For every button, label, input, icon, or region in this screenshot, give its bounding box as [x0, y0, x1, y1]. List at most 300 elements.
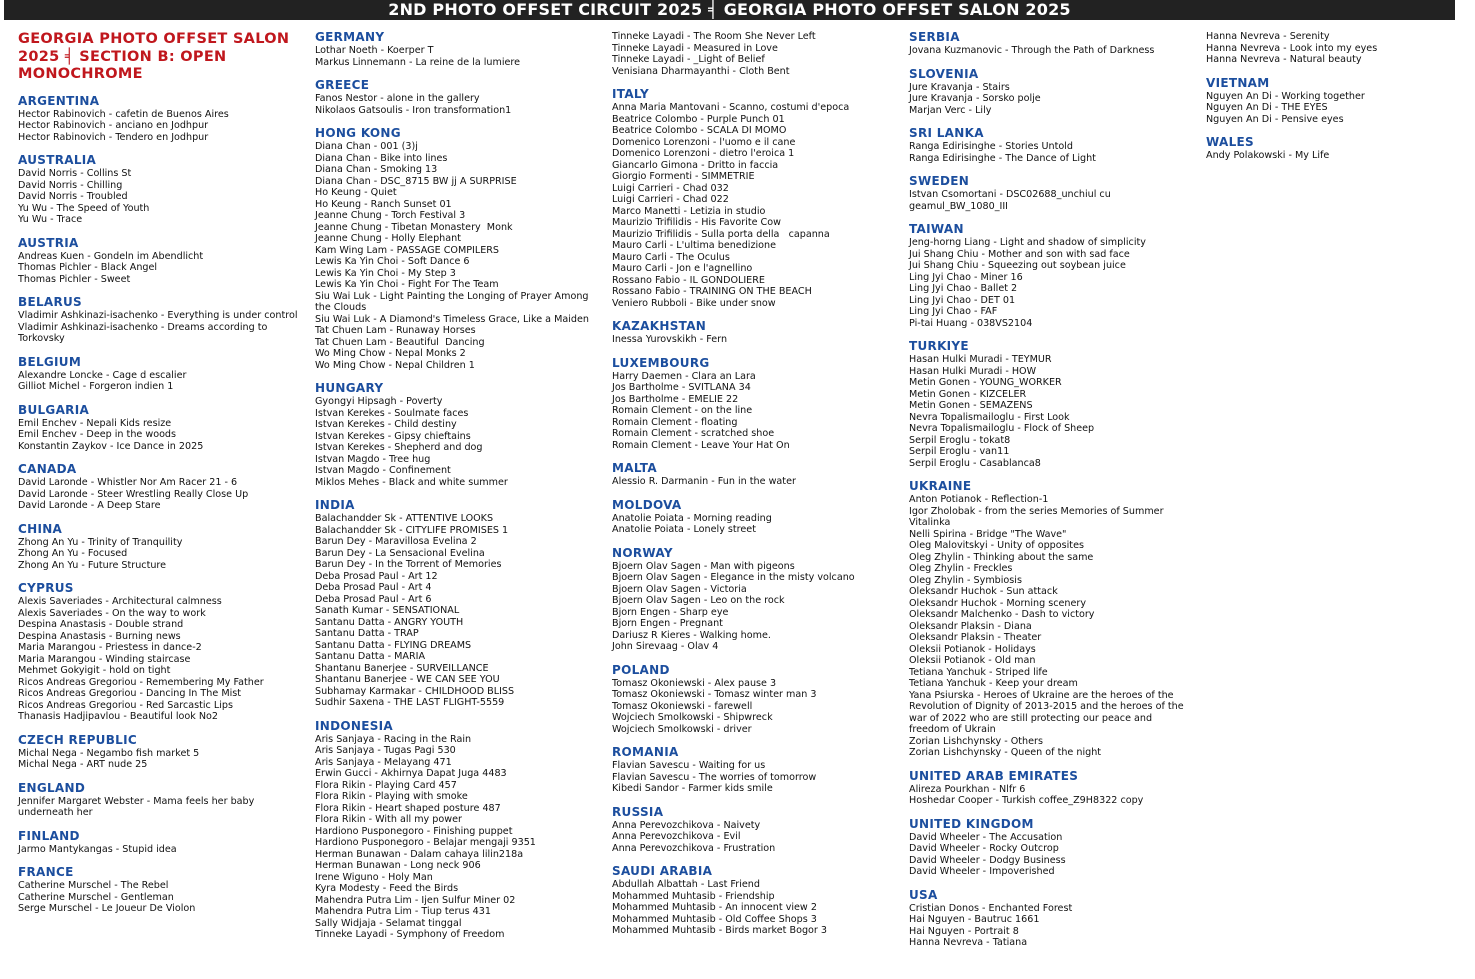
country-section	[315, 79, 600, 116]
entry-item: Barun Dey - In the Torrent of Memories	[315, 559, 502, 570]
entry-item: Serpil Eroglu - tokat8	[909, 434, 1011, 446]
entry-item: Alexis Saveriades - Architectural calmness	[18, 596, 222, 607]
country-heading: SWEDEN	[909, 174, 970, 188]
country-section	[909, 127, 1194, 164]
entry-item: Domenico Lorenzoni - dietro l'eroica 1	[612, 148, 795, 159]
entry-item: Gilliot Michel - Forgeron indien 1	[18, 381, 174, 392]
country-section	[909, 31, 1194, 57]
entry-item: Jos Bartholme - EMELIE 22	[612, 393, 739, 405]
entry-item: Tinneke Layadi - The Room She Never Left	[612, 31, 816, 42]
entry-item: Markus Linnemann - La reine de la lumiere	[315, 56, 521, 68]
entry-item: Vladimir Ashkinazi-isachenko - Everything is under control	[18, 310, 298, 321]
country-section	[18, 782, 303, 819]
entry-item: Oleg Malovitskyi - Unity of opposites	[909, 540, 1084, 551]
entry-item: Despina Anastasis - Burning news	[18, 630, 181, 642]
entry-item: Ho Keung - Ranch Sunset 01	[315, 198, 452, 210]
entry-item: Gyongyi Hipsagh - Poverty	[315, 396, 443, 407]
entry-item: Siu Wai Luk - A Diamond's Timeless Grace, Like a Maiden	[315, 313, 589, 325]
entry-item: Hasan Hulki Muradi - TEYMUR	[909, 354, 1052, 365]
entry-item: Giancarlo Gimona - Dritto in faccia	[612, 159, 779, 171]
entry-item: Jennifer Margaret Webster - Mama feels her baby underneath her	[18, 795, 258, 818]
entry-item: David Wheeler - Rocky Outcrop	[909, 843, 1059, 854]
entry-item: Jui Shang Chiu - Squeezing out soybean juice	[909, 260, 1126, 271]
entry-item: Serge Murschel - Le Joueur De Violon	[18, 903, 196, 914]
country-heading: BELGIUM	[18, 354, 82, 369]
entry-item: Metin Gonen - YOUNG_WORKER	[909, 377, 1062, 388]
entry-item: Emil Enchev - Nepali Kids resize	[18, 417, 172, 429]
column-1	[18, 31, 303, 926]
entry-item: Ling Jyi Chao - FAF	[909, 306, 998, 317]
entry-item: Bjoern Olav Sagen - Victoria	[612, 583, 747, 595]
entry-item: Herman Bunawan - Long neck 906	[315, 860, 481, 871]
entry-item: Beatrice Colombo - Purple Punch 01	[612, 113, 785, 125]
entry-item: Hanna Nevreva - Natural beauty	[1206, 54, 1362, 65]
entry-item: Bjoern Olav Sagen - Man with pigeons	[612, 560, 795, 572]
entry-item: Giorgio Formenti - SIMMETRIE	[612, 171, 755, 182]
country-heading: BELARUS	[18, 295, 83, 309]
country-section	[1206, 31, 1456, 66]
entry-item: Anatolie Poiata - Morning reading	[612, 512, 772, 524]
entry-item: Hai Nguyen - Bautruc 1661	[909, 914, 1040, 925]
entry-item: Jure Kravanja - Sorsko polje	[909, 93, 1041, 104]
entry-item: Diana Chan - Smoking 13	[315, 164, 438, 175]
country-section	[909, 818, 1194, 878]
entry-item: Ricos Andreas Gregoriou - Red Sarcastic Lips	[18, 699, 233, 711]
entry-item: Ranga Edirisinghe - Stories Untold	[909, 141, 1074, 152]
entry-item: Fanos Nestor - alone in the gallery	[315, 93, 480, 104]
country-section	[612, 865, 897, 937]
country-section	[18, 404, 303, 453]
entry-item: Flora Rikin - With all my power	[315, 814, 462, 825]
country-section	[909, 889, 1194, 949]
entry-item: Jarmo Mantykangas - Stupid idea	[18, 843, 177, 855]
entry-item: Alexandre Loncke - Cage d escalier	[18, 369, 187, 381]
country-section	[612, 88, 897, 309]
country-heading: KAZAKHSTAN	[612, 319, 707, 333]
entry-item: David Laronde - Steer Wrestling Really Close Up	[18, 488, 249, 500]
entry-item: Serpil Eroglu - Casablanca8	[909, 457, 1041, 469]
entry-item: Nevra Topalismailoglu - First Look	[909, 411, 1070, 423]
entry-item: Hardiono Pusponegoro - Finishing puppet	[315, 825, 513, 837]
country-section	[909, 480, 1194, 759]
entry-item: Barun Dey - La Sensacional Evelina	[315, 547, 485, 559]
entry-item: Hardiono Pusponegoro - Belajar mengaji 9351	[315, 837, 536, 848]
country-section	[18, 734, 303, 771]
entry-item: Beatrice Colombo - SCALA DI MOMO	[612, 125, 787, 136]
entry-item: Flavian Savescu - Waiting for us	[612, 760, 766, 771]
entry-item: Flora Rikin - Playing with smoke	[315, 791, 468, 802]
entry-item: Luigi Carrieri - Chad 032	[612, 182, 729, 194]
entry-item: Abdullah Albattah - Last Friend	[612, 879, 760, 890]
entry-item: Istvan Csomortani - DSC02688_unchiul cu geamul_BW_1080_III	[909, 189, 1114, 212]
entry-item: Deba Prosad Paul - Art 12	[315, 570, 438, 582]
entry-item: Tomasz Okoniewski - farewell	[612, 700, 753, 712]
entry-item: Zhong An Yu - Focused	[18, 548, 128, 559]
entry-item: Domenico Lorenzoni - l'uomo e il cane	[612, 136, 796, 148]
country-heading: SLOVENIA	[909, 66, 979, 81]
entry-item: Irene Wiguno - Holy Man	[315, 871, 433, 883]
entry-item: Mauro Carli - L'ultima benedizione	[612, 240, 777, 251]
entry-item: Oleksandr Malchenko - Dash to victory	[909, 609, 1095, 620]
entry-item: David Wheeler - The Accusation	[909, 831, 1063, 843]
entry-item: Oleksandr Huchok - Morning scenery	[909, 597, 1087, 609]
entry-item: Mauro Carli - The Oculus	[612, 251, 730, 263]
entry-item: Santanu Datta - FLYING DREAMS	[315, 639, 472, 651]
entry-item: Mohammed Muhtasib - Birds market Bogor 3	[612, 925, 827, 936]
entry-item: Lewis Ka Yin Choi - My Step 3	[315, 267, 456, 279]
page-banner: 2ND PHOTO OFFSET CIRCUIT 2025 ╡ GEORGIA PHOTO OFFSET SALON 2025	[4, 0, 1455, 20]
country-heading: POLAND	[612, 662, 670, 677]
entry-item: David Norris - Troubled	[18, 191, 128, 202]
entry-item: Metin Gonen - SEMAZENS	[909, 400, 1033, 411]
country-heading: CZECH REPUBLIC	[18, 732, 137, 747]
entry-item: Mauro Carli - Jon e l'agnellino	[612, 263, 753, 274]
entry-item: Jui Shang Chiu - Mother and son with sad face	[909, 248, 1130, 260]
entry-item: Flora Rikin - Playing Card 457	[315, 779, 457, 791]
entry-item: Tetiana Yanchuk - Striped life	[909, 666, 1048, 678]
entry-item: Anna Maria Mantovani - Scanno, costumi d'epoca	[612, 102, 850, 113]
entry-item: Shantanu Banerjee - SURVEILLANCE	[315, 662, 489, 674]
country-section	[612, 499, 897, 536]
entry-item: Hai Nguyen - Portrait 8	[909, 925, 1019, 937]
entry-item: Balachandder Sk - ATTENTIVE LOOKS	[315, 513, 494, 524]
entry-item: Yu Wu - The Speed of Youth	[18, 202, 150, 214]
entry-item: Metin Gonen - KIZCELER	[909, 388, 1027, 400]
country-heading: INDIA	[315, 498, 355, 512]
entry-item: Oleg Zhylin - Freckles	[909, 563, 1013, 574]
country-section	[612, 547, 897, 653]
country-section	[612, 320, 897, 346]
country-heading: NORWAY	[612, 545, 673, 560]
entry-item: Ling Jyi Chao - DET 01	[909, 294, 1016, 306]
country-section	[612, 462, 897, 488]
entry-item: Hanna Nevreva - Serenity	[1206, 31, 1330, 42]
entry-item: Maria Marangou - Winding staircase	[18, 653, 191, 665]
entry-item: Istvan Magdo - Confinement	[315, 465, 451, 476]
column-5	[1206, 31, 1456, 173]
country-section	[18, 523, 303, 572]
country-heading: FRANCE	[18, 865, 74, 879]
country-heading: LUXEMBOURG	[612, 355, 710, 370]
country-heading: ARGENTINA	[18, 93, 100, 108]
entry-item: John Sirevaag - Olav 4	[612, 641, 719, 652]
column-4	[909, 31, 1194, 960]
entry-item: Subhamay Karmakar - CHILDHOOD BLISS	[315, 685, 515, 697]
entry-item: Sudhir Saxena - THE LAST FLIGHT-5559	[315, 697, 505, 708]
entry-item: Kam Wing Lam - PASSAGE COMPILERS	[315, 244, 500, 256]
country-heading: ENGLAND	[18, 780, 86, 795]
entry-item: Ranga Edirisinghe - The Dance of Light	[909, 152, 1096, 164]
country-section	[1206, 136, 1456, 162]
entry-item: Tinneke Layadi - _Light of Belief	[612, 54, 765, 65]
entry-item: Aris Sanjaya - Tugas Pagi 530	[315, 745, 456, 756]
entry-item: Marjan Verc - Lily	[909, 104, 992, 116]
entry-item: Thanasis Hadjipavlou - Beautiful look No2	[18, 711, 219, 722]
country-heading: UKRAINE	[909, 479, 972, 493]
entry-item: Tat Chuen Lam - Beautiful Dancing	[315, 336, 485, 348]
country-section	[612, 806, 897, 855]
entry-item: Catherine Murschel - Gentleman	[18, 891, 174, 903]
entry-item: Thomas Pichler - Sweet	[18, 273, 131, 285]
country-section	[909, 340, 1194, 469]
country-section	[909, 770, 1194, 807]
entry-item: Mohammed Muhtasib - An innocent view 2	[612, 902, 817, 913]
entry-item: Romain Clement - scratched shoe	[612, 428, 775, 439]
entry-item: Zhong An Yu - Future Structure	[18, 559, 167, 571]
entry-item: Diana Chan - DSC_8715 BW jj A SURPRISE	[315, 175, 517, 187]
entry-item: Hector Rabinovich - cafetin de Buenos Aires	[18, 108, 229, 120]
entry-item: Alireza Pourkhan - Nlfr 6	[909, 783, 1026, 795]
entry-item: Sanath Kumar - SENSATIONAL	[315, 605, 460, 616]
country-heading: AUSTRIA	[18, 235, 79, 250]
entry-item: Zorian Lishchynsky - Others	[909, 735, 1043, 747]
entry-item: Rossano Fabio - IL GONDOLIERE	[612, 274, 765, 286]
entry-item: Aris Sanjaya - Melayang 471	[315, 756, 452, 768]
entry-item: Mahendra Putra Lim - Ijen Sulfur Miner 02	[315, 894, 516, 906]
entry-item: Santanu Datta - ANGRY YOUTH	[315, 616, 464, 628]
entry-item: Kibedi Sandor - Farmer kids smile	[612, 783, 773, 794]
entry-item: Thomas Pichler - Black Angel	[18, 262, 158, 273]
entry-item: Deba Prosad Paul - Art 4	[315, 582, 432, 593]
entry-item: Istvan Magdo - Tree hug	[315, 453, 431, 465]
country-heading: TAIWAN	[909, 222, 964, 236]
entry-item: Hector Rabinovich - Tendero en Jodhpur	[18, 131, 209, 143]
entry-item: David Wheeler - Impoverished	[909, 866, 1055, 877]
entry-item: Oleksandr Plaksin - Theater	[909, 632, 1042, 643]
country-heading: GERMANY	[315, 30, 385, 44]
column-3	[612, 31, 897, 948]
country-heading: SRI LANKA	[909, 126, 984, 140]
entry-item: Cristian Donos - Enchanted Forest	[909, 902, 1073, 914]
entry-item: Vladimir Ashkinazi-isachenko - Dreams according to Torkovsky	[18, 321, 271, 344]
country-heading: BULGARIA	[18, 402, 90, 417]
entry-item: Pi-tai Huang - 038VS2104	[909, 317, 1033, 329]
section-title: GEORGIA PHOTO OFFSET SALON 2025 ╡ SECTION B: OPEN MONOCHROME	[18, 31, 290, 82]
entry-item: Maurizio Trifilidis - His Favorite Cow	[612, 217, 781, 228]
entry-item: Jure Kravanja - Stairs	[909, 81, 1010, 93]
entry-item: Marco Manetti - Letizia in studio	[612, 205, 766, 217]
entry-item: Despina Anastasis - Double strand	[18, 619, 184, 630]
country-heading: WALES	[1206, 135, 1254, 149]
entry-item: Romain Clement - floating	[612, 416, 738, 428]
entry-item: Oleksii Potianok - Old man	[909, 655, 1036, 666]
country-section	[315, 382, 600, 488]
entry-item: Hoshedar Cooper - Turkish coffee_Z9H8322 copy	[909, 795, 1144, 806]
country-section	[909, 223, 1194, 329]
entry-item: Tinneke Layadi - Symphony of Freedom	[315, 929, 505, 940]
country-section	[612, 746, 897, 795]
entry-item: Hector Rabinovich - anciano en Jodhpur	[18, 120, 209, 131]
entry-item: Serpil Eroglu - van11	[909, 446, 1010, 457]
country-heading: RUSSIA	[612, 804, 664, 819]
entry-item: Lewis Ka Yin Choi - Fight For The Team	[315, 279, 499, 290]
country-heading: MOLDOVA	[612, 497, 682, 512]
entry-item: Wojciech Smolkowski - Shipwreck	[612, 712, 773, 723]
country-heading: FINLAND	[18, 828, 80, 843]
entry-item: Anna Perevozchikova - Evil	[612, 831, 741, 842]
country-section	[18, 296, 303, 345]
entry-item: David Norris - Collins St	[18, 168, 132, 179]
entry-item: Tinneke Layadi - Measured in Love	[612, 42, 778, 54]
entry-item: Flavian Savescu - The worries of tomorrow	[612, 771, 817, 783]
entry-item: Tetiana Yanchuk - Keep your dream	[909, 678, 1078, 689]
entry-item: Maria Marangou - Priestess in dance-2	[18, 642, 202, 653]
entry-item: Harry Daemen - Clara an Lara	[612, 370, 756, 382]
entry-item: Kyra Modesty - Feed the Birds	[315, 883, 459, 894]
entry-item: Sally Widjaja - Selamat tinggal	[315, 917, 462, 929]
column-2	[315, 31, 600, 952]
entry-item: Yu Wu - Trace	[18, 214, 83, 225]
entry-item: David Laronde - Whistler Nor Am Racer 21 - 6	[18, 477, 238, 488]
country-section	[315, 499, 600, 709]
country-section	[612, 357, 897, 452]
country-heading: ROMANIA	[612, 745, 679, 759]
entry-item: Anna Perevozchikova - Frustration	[612, 842, 776, 854]
country-heading: TURKIYE	[909, 339, 969, 353]
country-heading: CANADA	[18, 462, 77, 476]
entry-item: Jeng-horng Liang - Light and shadow of simplicity	[909, 237, 1146, 248]
country-heading: INDONESIA	[315, 718, 394, 733]
entry-item: David Laronde - A Deep Stare	[18, 500, 161, 511]
entry-item: Andy Polakowski - My Life	[1206, 150, 1330, 161]
entry-item: Istvan Kerekes - Gipsy chieftains	[315, 430, 471, 442]
entry-item: Anna Perevozchikova - Naivety	[612, 819, 761, 831]
country-section	[1206, 77, 1456, 126]
entry-item: Nevra Topalismailoglu - Flock of Sheep	[909, 423, 1095, 434]
entry-item: Zorian Lishchynsky - Queen of the night	[909, 747, 1102, 758]
entry-item: Mohammed Muhtasib - Old Coffee Shops 3	[612, 913, 817, 925]
country-section	[18, 866, 303, 915]
entry-item: Siu Wai Luk - Light Painting the Longing of Prayer Among the Clouds	[315, 290, 592, 313]
entry-item: Mohammed Muhtasib - Friendship	[612, 890, 775, 902]
entry-item: Nelli Spirina - Bridge "The Wave"	[909, 528, 1067, 540]
entry-item: Nikolaos Gatsoulis - Iron transformation1	[315, 104, 512, 116]
entry-item: Bjoern Olav Sagen - Leo on the rock	[612, 595, 785, 606]
country-section	[315, 720, 600, 941]
entry-item: Mahendra Putra Lim - Tiup terus 431	[315, 906, 491, 917]
entry-item: Ling Jyi Chao - Miner 16	[909, 271, 1023, 283]
entry-item: Rossano Fabio - TRAINING ON THE BEACH	[612, 286, 812, 297]
entry-item: Oleksii Potianok - Holidays	[909, 643, 1036, 655]
country-section	[18, 95, 303, 144]
entry-item: Wojciech Smolkowski - driver	[612, 723, 752, 735]
country-heading: VIETNAM	[1206, 75, 1270, 90]
country-heading: HONG KONG	[315, 126, 401, 140]
entry-item: Hanna Nevreva - Tatiana	[909, 937, 1028, 948]
entry-item: David Wheeler - Dodgy Business	[909, 854, 1066, 866]
entry-item: Oleksandr Huchok - Sun attack	[909, 586, 1058, 597]
entry-item: Jovana Kuzmanovic - Through the Path of Darkness	[909, 45, 1155, 56]
entry-item: Andreas Kuen - Gondeln im Abendlicht	[18, 250, 204, 262]
entry-item: Inessa Yurovskikh - Fern	[612, 334, 728, 345]
country-section	[18, 356, 303, 393]
entry-item: Ling Jyi Chao - Ballet 2	[909, 283, 1018, 294]
entry-item: Nguyen An Di - Working together	[1206, 90, 1365, 102]
entry-item: Flora Rikin - Heart shaped posture 487	[315, 802, 501, 814]
entry-item: Jeanne Chung - Torch Festival 3	[315, 210, 466, 221]
entry-item: Catherine Murschel - The Rebel	[18, 880, 169, 891]
entry-item: Anatolie Poiata - Lonely street	[612, 524, 756, 535]
entry-item: Istvan Kerekes - Child destiny	[315, 419, 457, 430]
entry-item: Oleg Zhylin - Thinking about the same	[909, 551, 1094, 563]
country-section	[909, 175, 1194, 212]
entry-item: David Norris - Chilling	[18, 179, 123, 191]
entry-item: Wo Ming Chow - Nepal Children 1	[315, 359, 475, 371]
entry-item: Anton Potianok - Reflection-1	[909, 494, 1049, 505]
entry-item: Dariusz R Kieres - Walking home.	[612, 629, 771, 641]
country-section	[18, 463, 303, 512]
entry-item: Santanu Datta - TRAP	[315, 628, 419, 639]
country-section	[909, 68, 1194, 117]
entry-item: Aris Sanjaya - Racing in the Rain	[315, 733, 472, 745]
entry-item: Diana Chan - Bike into lines	[315, 152, 448, 164]
entry-item: Ho Keung - Quiet	[315, 187, 397, 198]
entry-item: Hanna Nevreva - Look into my eyes	[1206, 42, 1378, 54]
entry-item: Hasan Hulki Muradi - HOW	[909, 365, 1037, 377]
entry-item: Barun Dey - Maravillosa Evelina 2	[315, 536, 477, 547]
country-heading: CYPRUS	[18, 581, 74, 595]
entry-item: Jeanne Chung - Tibetan Monastery Monk	[315, 221, 513, 233]
entry-item: Jos Bartholme - SVITLANA 34	[612, 382, 751, 393]
country-section	[612, 664, 897, 736]
entry-item: Santanu Datta - MARIA	[315, 651, 426, 662]
country-section	[18, 582, 303, 723]
entry-item: Bjorn Engen - Sharp eye	[612, 606, 729, 618]
country-heading: UNITED ARAB EMIRATES	[909, 768, 1079, 783]
entry-item: Bjoern Olav Sagen - Elegance in the misty volcano	[612, 572, 855, 583]
entry-item: Istvan Kerekes - Soulmate faces	[315, 407, 469, 419]
entry-item: Ricos Andreas Gregoriou - Dancing In The Mist	[18, 688, 242, 699]
entry-item: Jeanne Chung - Holly Elephant	[315, 233, 461, 244]
country-heading: SAUDI ARABIA	[612, 864, 713, 878]
entry-item: Lothar Noeth - Koerper T	[315, 45, 434, 56]
country-section	[612, 31, 897, 77]
entry-item: Istvan Kerekes - Shepherd and dog	[315, 442, 483, 453]
entry-item: Alexis Saveriades - On the way to work	[18, 607, 206, 619]
entry-item: Emil Enchev - Deep in the woods	[18, 429, 177, 440]
entry-item: Deba Prosad Paul - Art 6	[315, 593, 432, 605]
entry-item: Diana Chan - 001 (3)j	[315, 141, 418, 152]
entry-item: Konstantin Zaykov - Ice Dance in 2025	[18, 440, 204, 452]
entry-item: Tat Chuen Lam - Runaway Horses	[315, 325, 476, 336]
country-heading: USA	[909, 887, 938, 902]
country-heading: AUSTRALIA	[18, 153, 97, 167]
entry-item: Tomasz Okoniewski - Tomasz winter man 3	[612, 689, 817, 700]
entry-item: Nguyen An Di - Pensive eyes	[1206, 113, 1344, 125]
entry-item: Romain Clement - on the line	[612, 405, 753, 416]
entry-item: Alessio R. Darmanin - Fun in the water	[612, 476, 796, 487]
country-section	[315, 31, 600, 68]
country-heading: MALTA	[612, 461, 657, 475]
entry-item: Bjorn Engen - Pregnant	[612, 618, 723, 629]
entry-item: Miklos Mehes - Black and white summer	[315, 476, 508, 488]
country-section	[315, 127, 600, 371]
entry-item: Mehmet Gokyigit - hold on tight	[18, 665, 171, 676]
entry-item: Michal Nega - ART nude 25	[18, 759, 148, 770]
entry-item: Romain Clement - Leave Your Hat On	[612, 439, 790, 451]
entry-item: Lewis Ka Yin Choi - Soft Dance 6	[315, 256, 470, 267]
country-heading: SERBIA	[909, 30, 960, 44]
country-heading: CHINA	[18, 521, 63, 536]
entry-item: Venisiana Dharmayanthi - Cloth Bent	[612, 65, 790, 77]
entry-item: Yana Psiurska - Heroes of Ukraine are the heroes of the Revolution of Dignity of 2013-2015 and the heroes of the war of 2022 who are still protecting our peace and freedom of Ukrain	[909, 689, 1187, 735]
entry-item: Veniero Rubboli - Bike under snow	[612, 297, 776, 309]
entry-item: Oleksandr Plaksin - Diana	[909, 620, 1032, 632]
entry-item: Shantanu Banerjee - WE CAN SEE YOU	[315, 674, 500, 685]
country-heading: ITALY	[612, 87, 649, 101]
entry-item: Oleg Zhylin - Symbiosis	[909, 574, 1022, 586]
country-section	[18, 154, 303, 226]
